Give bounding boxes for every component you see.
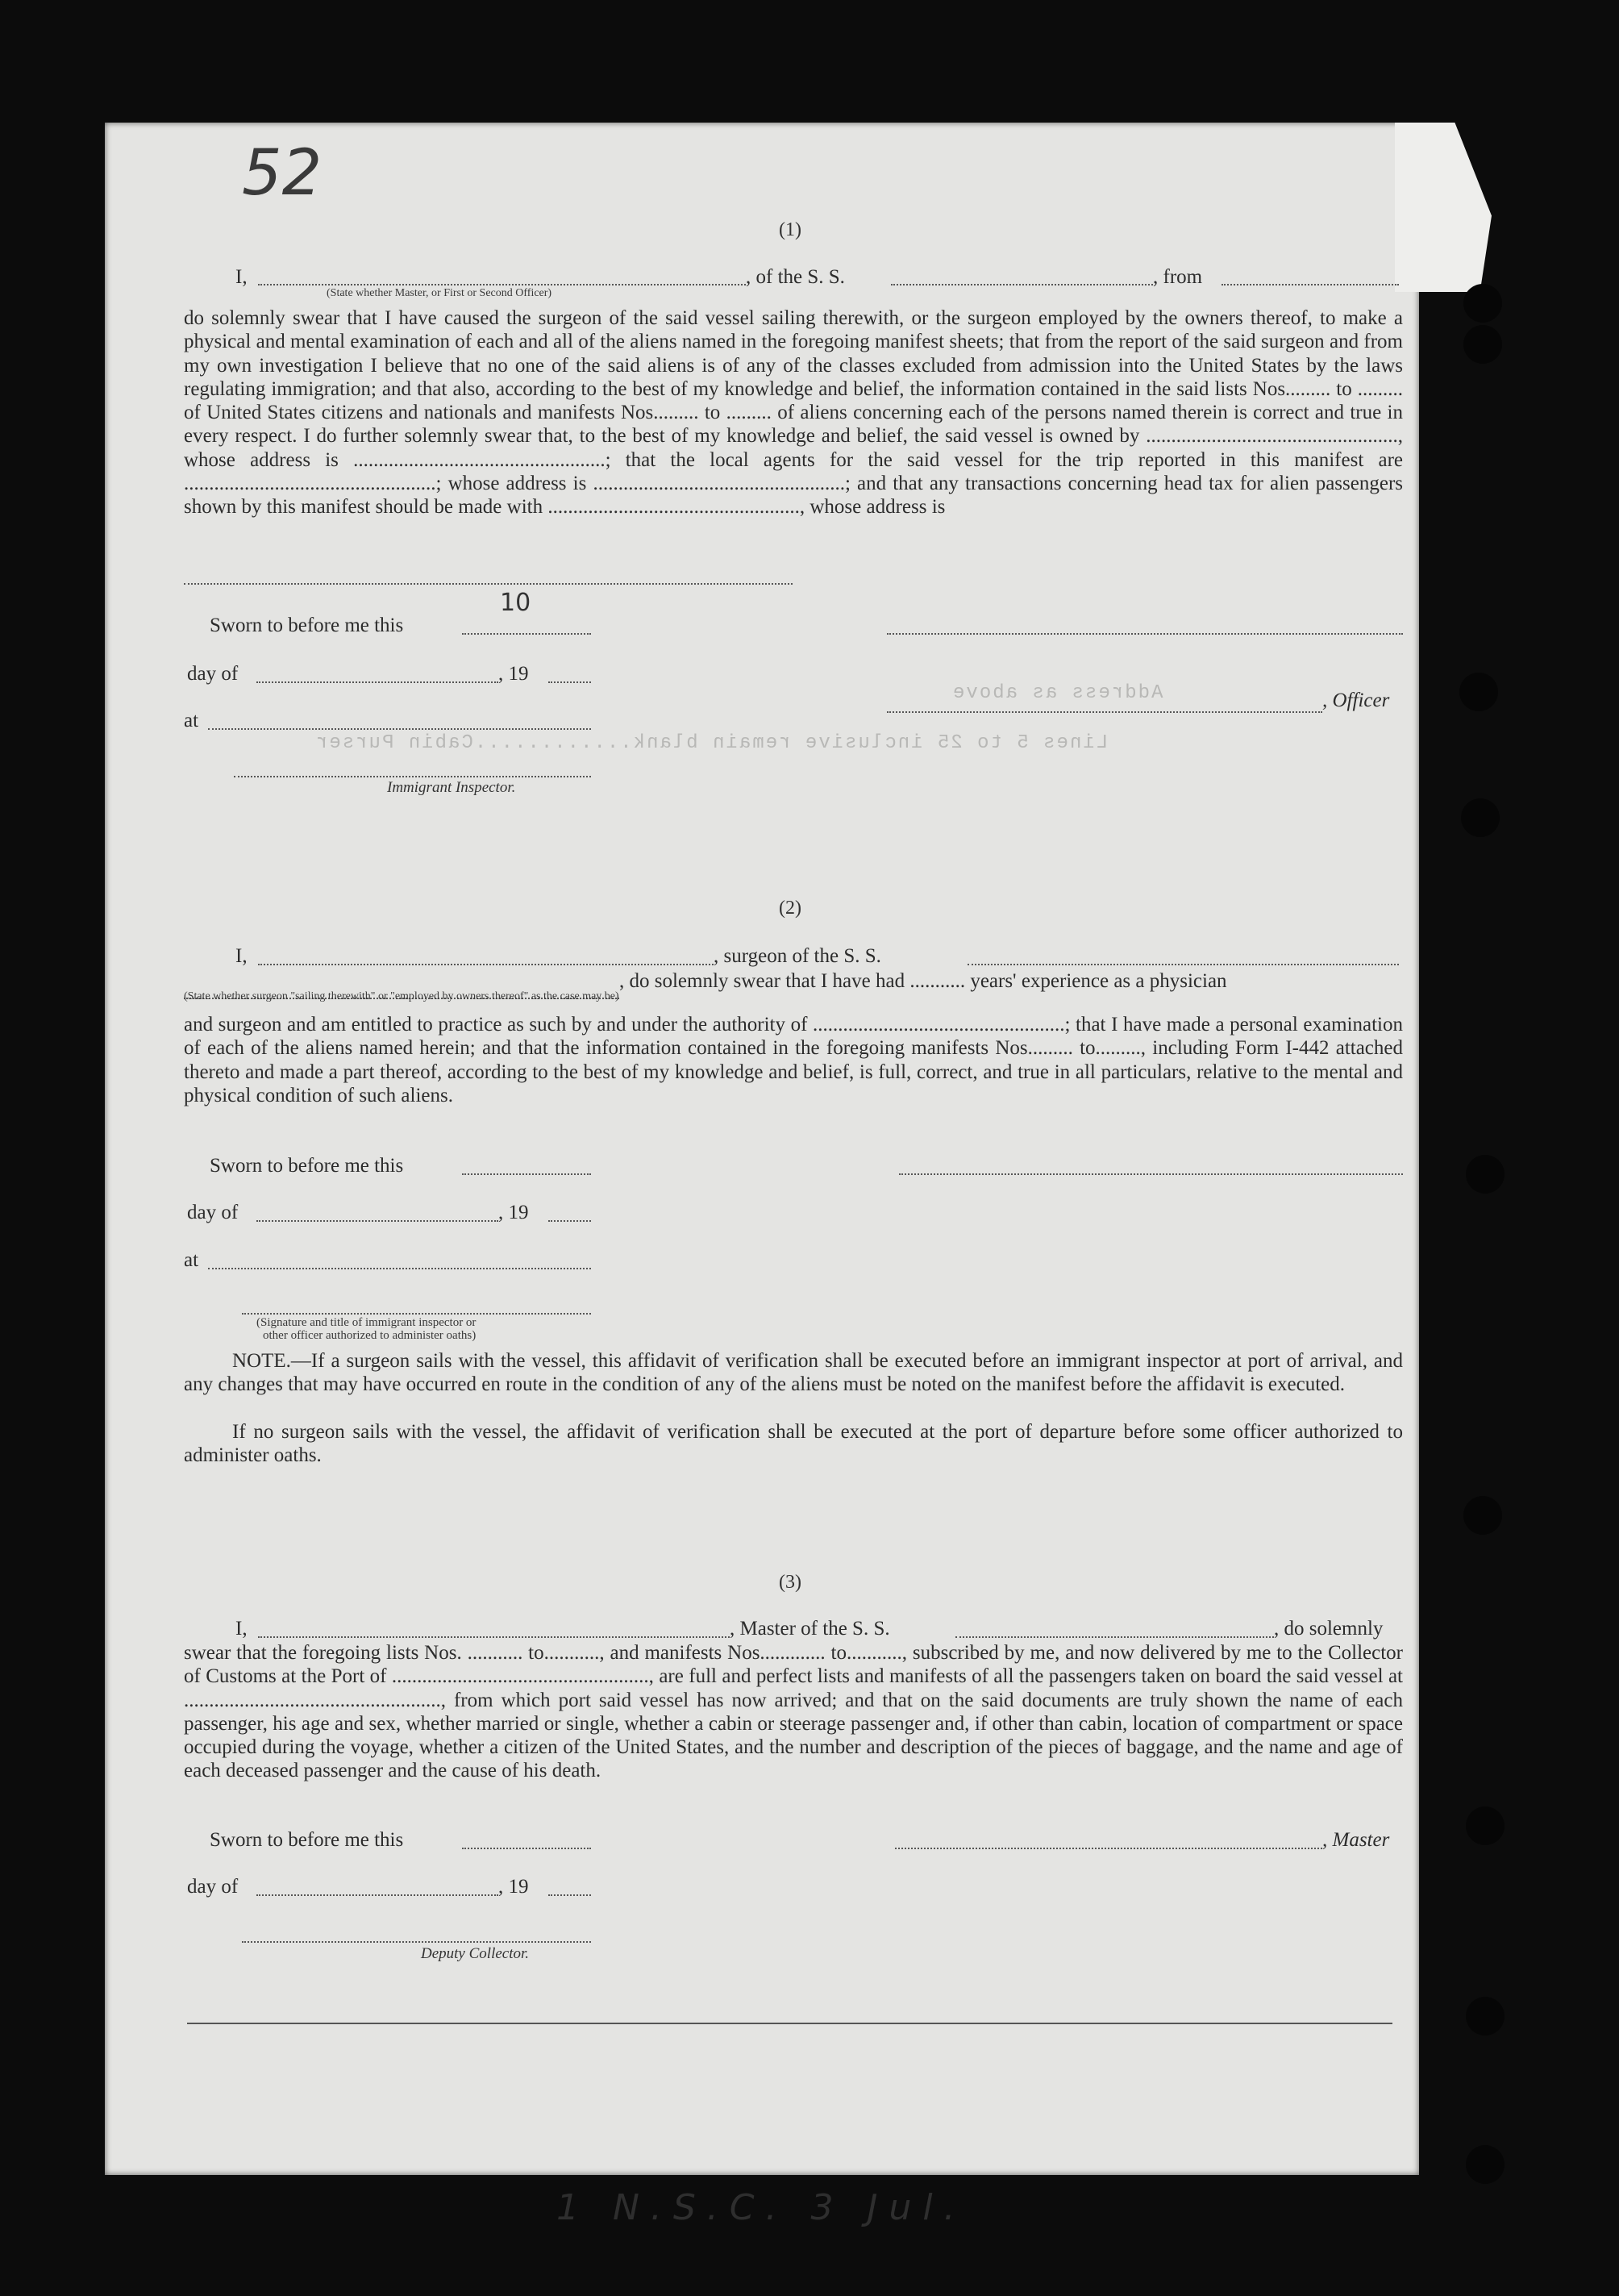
s3-day-line bbox=[256, 1894, 498, 1896]
s2-vessel-line bbox=[968, 964, 1399, 965]
binder-hole bbox=[1463, 284, 1502, 323]
s3-year-line bbox=[548, 1894, 591, 1896]
s3-master: , Master bbox=[1322, 1829, 1390, 1851]
s1-of-the-ss: , of the S. S. bbox=[746, 266, 845, 288]
s2-state-caption: (State whether surgeon "sailing therewith" or "employed by owners thereof" as the case may be) bbox=[184, 990, 619, 1002]
s1-sworn: Sworn to before me this bbox=[210, 615, 404, 636]
s2-year: , 19 bbox=[498, 1202, 529, 1223]
s3-intro-i: I, bbox=[235, 1618, 248, 1640]
s1-inspector: Immigrant Inspector. bbox=[387, 779, 516, 796]
s3-body: swear that the foregoing lists Nos. ........... to..........., and manifests Nos............. to..........., subscribed by me, and now delivered by me to the Collector of Customs at the Port of ..................................................., are full and perfect lists and manifests of all the passengers taken on board the said vessel at ..................................................., from which port said vessel has now arrived; and that on the said documents are truly shown the name of each passenger, his age and sex, whether married or single, whether a cabin or steerage passenger and, if other than cabin, location of compartment or space occupied during the voyage, whether a citizen of the United States, and the number and description of the pieces of baggage, and the name and age of each deceased passenger and the cause of his death. bbox=[184, 1642, 1403, 1782]
s1-officer: , Officer bbox=[1322, 690, 1390, 711]
s1-stamp-ghost-2: Address as above bbox=[951, 682, 1163, 704]
s1-address-line bbox=[184, 583, 793, 585]
s1-name-line bbox=[258, 284, 746, 285]
bottom-rule bbox=[187, 2023, 1392, 2024]
s2-name-line bbox=[258, 964, 714, 965]
s3-year: , 19 bbox=[498, 1876, 529, 1898]
binder-hole bbox=[1466, 1155, 1505, 1194]
s1-day-of: day of bbox=[187, 663, 239, 685]
s2-at-line bbox=[208, 1268, 591, 1269]
s2-sworn: Sworn to before me this bbox=[210, 1155, 404, 1177]
s1-stamp-ghost: Lines 5 to 25 inclusive remain blank............Cabin Purser bbox=[314, 732, 1109, 754]
s1-at: at bbox=[184, 710, 199, 731]
folded-corner bbox=[1395, 123, 1492, 292]
s1-year-line bbox=[548, 681, 591, 683]
binder-hole bbox=[1463, 325, 1502, 364]
s3-collector: Deputy Collector. bbox=[421, 1945, 530, 1962]
s1-officer-line-2 bbox=[887, 711, 1322, 713]
s1-body: do solemnly swear that I have caused the surgeon of the said vessel sailing therewith, or the surgeon employed by the owners thereof, to make a physical and mental examination of each and all of the aliens named in the foregoing manifest sheets; that from the report of the said surgeon and from my own investigation I believe that no one of the said aliens is of any of the classes excluded from admission into the United States by the laws regulating immigration; and that also, according to the best of my knowledge and belief, the information contained in the said lists Nos......... to ......... of United States citizens and nationals and manifests Nos......... to ......... of aliens concerning each of the persons named therein is correct and true in every respect. I do further solemnly swear that, to the best of my knowledge and belief, the said vessel is owned by .................................................., whose address is ..................................................; that the local agents for the said vessel for the trip reported in this manifest are ..................................................; whose address is ..................................................; and that any transactions concerning head tax for alien passengers shown by this manifest should be made with .................................................., whose address is bbox=[184, 307, 1403, 519]
s2-year-line bbox=[548, 1220, 591, 1222]
s2-intro-i: I, bbox=[235, 945, 248, 967]
s2-sig-line bbox=[242, 1313, 591, 1315]
section-2-number: (2) bbox=[779, 898, 801, 919]
s1-vessel-line bbox=[891, 284, 1153, 285]
s2-surgeon-of: , surgeon of the S. S. bbox=[714, 945, 881, 967]
s1-day-line bbox=[256, 681, 498, 683]
footer-handwritten: 1 N.S.C. 3 Jul. bbox=[556, 2187, 967, 2228]
s3-day-of: day of bbox=[187, 1876, 239, 1898]
s2-sig-caption-1: (Signature and title of immigrant inspector or bbox=[256, 1316, 477, 1329]
s2-at: at bbox=[184, 1249, 199, 1271]
s3-sworn: Sworn to before me this bbox=[210, 1829, 404, 1851]
s3-sworn-line bbox=[462, 1848, 591, 1849]
s3-master-line bbox=[895, 1848, 1322, 1849]
s2-day-line bbox=[256, 1220, 498, 1222]
s2-swear-had: , do solemnly swear that I have had ........... years' experience as a physician bbox=[619, 970, 1227, 992]
s2-sworn-line bbox=[462, 1173, 591, 1175]
s1-sworn-line bbox=[462, 633, 591, 635]
binder-hole bbox=[1466, 2145, 1505, 2184]
s3-vessel-line bbox=[955, 1636, 1274, 1638]
section-3-number: (3) bbox=[779, 1572, 801, 1593]
s3-name-line bbox=[258, 1636, 730, 1638]
s2-sig-caption-2: other officer authorized to administer oaths) bbox=[263, 1329, 477, 1342]
s2-day-of: day of bbox=[187, 1202, 239, 1223]
s1-officer-line-1 bbox=[887, 633, 1403, 635]
s1-inspector-line bbox=[234, 776, 591, 777]
s2-note: NOTE.—If a surgeon sails with the vessel, this affidavit of verification shall be executed before an immigrant inspector at port of arrival, and any changes that may have occurred en route in the condition of any of the aliens must be noted on the manifest before the affidavit is executed. bbox=[184, 1350, 1403, 1396]
s2-body: and surgeon and am entitled to practice as such by and under the authority of ..................................................; that I have made a personal examination of each of the aliens named herein; and that the information contained in the foregoing manifests Nos......... to........., including Form I-442 attached thereto and made a part thereof, according to the best of my knowledge and belief, is full, correct, and true in all particulars, relative to the mental and physical condition of such aliens. bbox=[184, 1014, 1403, 1106]
binder-hole bbox=[1466, 1997, 1505, 2036]
s3-do-solemnly: , do solemnly bbox=[1274, 1618, 1384, 1640]
binder-hole bbox=[1459, 673, 1498, 711]
s1-intro-i: I, bbox=[235, 266, 248, 288]
s1-at-line bbox=[208, 728, 591, 730]
s3-master-of: , Master of the S. S. bbox=[730, 1618, 890, 1640]
binder-hole bbox=[1466, 1806, 1505, 1845]
s1-year: , 19 bbox=[498, 663, 529, 685]
page-number-handwritten: 52 bbox=[242, 137, 323, 210]
s2-surgeon-sig-line bbox=[899, 1173, 1403, 1175]
s1-from-line bbox=[1222, 284, 1399, 285]
section-1-number: (1) bbox=[779, 219, 801, 240]
s3-collector-line bbox=[242, 1941, 591, 1943]
s1-handwritten-10: 10 bbox=[500, 589, 531, 617]
binder-hole bbox=[1463, 1496, 1502, 1535]
s1-state-caption: (State whether Master, or First or Second Officer) bbox=[327, 287, 552, 299]
s2-note-2: If no surgeon sails with the vessel, the affidavit of verification shall be executed at the port of departure before some officer authorized to administer oaths. bbox=[184, 1421, 1403, 1467]
binder-hole bbox=[1461, 798, 1500, 837]
s1-from: , from bbox=[1153, 266, 1203, 288]
